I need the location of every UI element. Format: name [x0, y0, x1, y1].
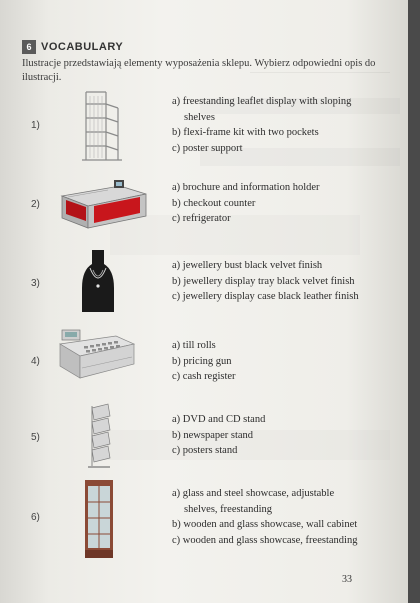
item-number: 3): [31, 278, 40, 289]
item-number: 2): [31, 199, 40, 210]
option-b[interactable]: b) newspaper stand: [172, 429, 254, 441]
exercise-instruction: Ilustracje przedstawiają elementy wyposażenia sklepu. Wybierz odpowiedni opis do ilustracji.: [22, 58, 376, 83]
option-c[interactable]: c) cash register: [172, 371, 236, 382]
answer-options: [172, 94, 354, 156]
section-title: VOCABULARY: [41, 41, 124, 53]
option-c[interactable]: c) wooden and glass showcase, freestanding: [172, 534, 358, 546]
page-number: 33: [342, 574, 352, 585]
answer-options: [172, 258, 359, 305]
item-number: 6): [31, 512, 40, 523]
cash-register-icon: [56, 326, 138, 389]
option-a[interactable]: a) till rolls: [172, 340, 216, 351]
item-number: 5): [31, 432, 40, 443]
item-number: 4): [31, 356, 40, 367]
section-header: [22, 40, 123, 54]
option-c[interactable]: c) jewellery display case black leather finish: [172, 291, 359, 302]
option-c[interactable]: c) poster support: [172, 142, 243, 154]
item-number: 1): [31, 120, 40, 131]
option-b[interactable]: b) flexi-frame kit with two pockets: [172, 127, 319, 138]
checkout-counter-icon: [58, 176, 150, 241]
option-b[interactable]: b) pricing gun: [172, 355, 232, 367]
option-b[interactable]: b) checkout counter: [172, 197, 256, 209]
option-a[interactable]: a) DVD and CD stand: [172, 414, 266, 425]
jewellery-bust-icon: [80, 248, 116, 319]
glass-showcase-icon: [82, 478, 116, 565]
answer-options: [172, 412, 354, 459]
option-a-continued: shelves, freestanding: [184, 503, 273, 515]
option-a[interactable]: a) brochure and information holder: [172, 182, 320, 193]
option-a-continued: shelves: [184, 111, 215, 123]
dvd-stand-icon: [86, 402, 114, 475]
option-c[interactable]: c) refrigerator: [172, 213, 231, 224]
option-a[interactable]: a) jewellery bust black velvet finish: [172, 260, 323, 271]
option-b[interactable]: b) jewellery display tray black velvet finish: [172, 275, 355, 287]
answer-options: [172, 486, 358, 548]
option-a[interactable]: a) freestanding leaflet display with sloping: [172, 96, 352, 107]
freestanding-leaflet-display-icon: [78, 90, 128, 167]
option-c[interactable]: c) posters stand: [172, 445, 238, 456]
answer-options: [172, 338, 354, 385]
section-number-badge: 6: [22, 40, 36, 54]
answer-options: [172, 180, 354, 227]
option-a[interactable]: a) glass and steel showcase, adjustable: [172, 488, 335, 499]
option-b[interactable]: b) wooden and glass showcase, wall cabinet: [172, 519, 358, 530]
